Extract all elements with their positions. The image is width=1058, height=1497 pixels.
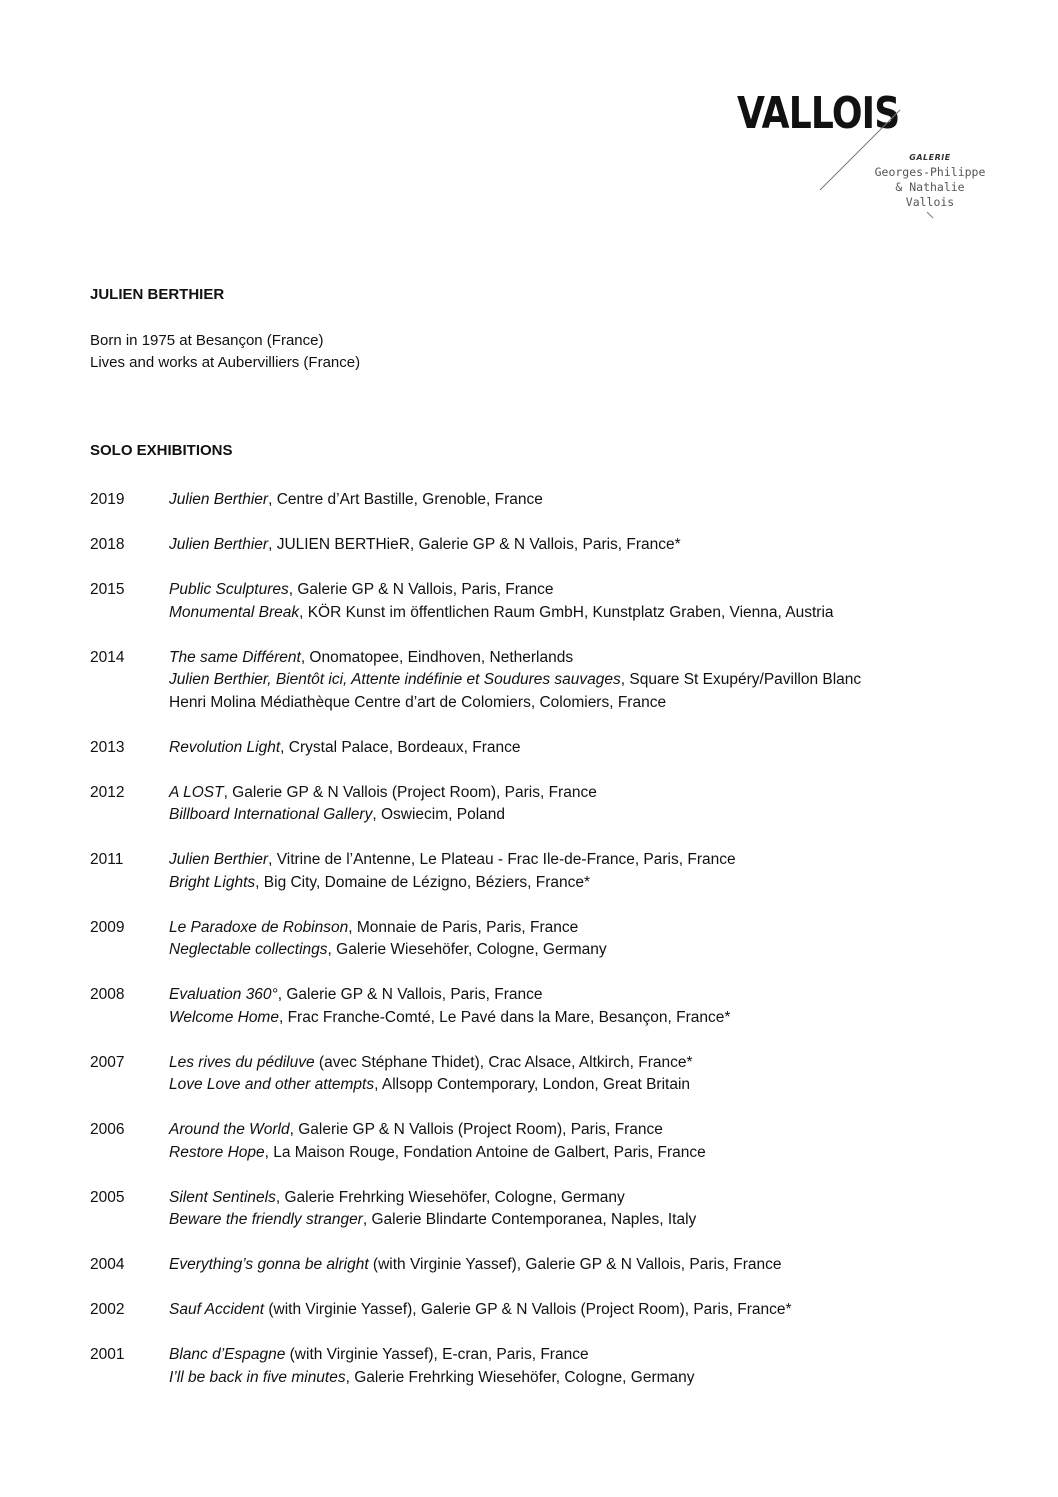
exhibition-title: Sauf Accident (169, 1301, 265, 1318)
exhibition-items (169, 579, 990, 624)
exhibition-year-entry (90, 489, 990, 512)
exhibition-title: Love Love and other attempts (169, 1076, 375, 1093)
exhibition-list (90, 489, 990, 1389)
exhibition-items (169, 1299, 990, 1322)
exhibition-year-entry (90, 647, 990, 715)
exhibition-year-entry (90, 1052, 990, 1097)
exhibition-year-entry (90, 1187, 990, 1232)
exhibition-title: Silent Sentinels (169, 1188, 276, 1206)
exhibition-items (169, 849, 990, 894)
exhibition-year: 2006 (90, 1121, 125, 1138)
logo-wordmark: VALLOIS (737, 88, 900, 139)
exhibition-year: 2019 (90, 491, 125, 508)
exhibition-item (169, 782, 990, 805)
exhibition-venue: , JULIEN BERTHieR, Galerie GP & N Vallois, Paris, France* (268, 536, 681, 553)
exhibition-year: 2014 (90, 648, 125, 666)
exhibition-item (169, 579, 990, 602)
exhibition-venue: , Big City, Domaine de Lézigno, Béziers, France* (255, 873, 591, 891)
exhibition-title: Beware the friendly stranger (169, 1211, 363, 1228)
exhibition-year-entry (90, 579, 990, 624)
exhibition-item (169, 1209, 990, 1232)
exhibition-venue: , Galerie GP & N Vallois (Project Room), Paris, France (289, 1121, 663, 1138)
exhibition-year-entry (90, 849, 990, 894)
exhibition-venue: , Oswiecim, Poland (372, 806, 506, 823)
exhibition-venue: (with Virginie Yassef), Galerie GP & N Vallois (Project Room), Paris, France* (264, 1301, 792, 1318)
exhibition-year: 2012 (90, 783, 125, 801)
exhibition-title: Julien Berthier (169, 851, 269, 868)
exhibition-year-entry (90, 534, 990, 557)
exhibition-title: Around the World (169, 1121, 290, 1138)
exhibition-item (169, 1367, 990, 1390)
exhibition-items (169, 489, 990, 512)
exhibition-venue: , Galerie Wiesehöfer, Cologne, Germany (327, 941, 607, 958)
exhibition-title: Le Paradoxe de Robinson (169, 918, 349, 936)
exhibition-item (169, 669, 990, 692)
logo-line: Georges-Philippe (874, 165, 986, 179)
exhibition-venue: , Allsopp Contemporary, London, Great Britain (374, 1076, 691, 1093)
exhibition-items (169, 1254, 990, 1277)
exhibition-year: 2008 (90, 986, 125, 1003)
exhibition-title: Revolution Light (169, 738, 281, 756)
exhibition-item (169, 1142, 990, 1165)
exhibition-item (169, 1007, 990, 1030)
exhibition-item (169, 692, 990, 715)
exhibition-venue: Henri Molina Médiathèque Centre d’art de Colomiers, Colomiers, France (169, 693, 667, 711)
exhibition-venue: , Vitrine de l’Antenne, Le Plateau - Frac Ile-de-France, Paris, France (268, 851, 736, 868)
exhibition-year-entry (90, 1119, 990, 1164)
artist-name: JULIEN BERTHIER (90, 286, 225, 303)
exhibition-title: Neglectable collectings (169, 941, 328, 958)
exhibition-title: Billboard International Gallery (169, 806, 373, 823)
exhibition-venue: , La Maison Rouge, Fondation Antoine de Galbert, Paris, France (264, 1143, 706, 1161)
exhibition-item (169, 602, 990, 625)
logo-line: Vallois (905, 195, 955, 209)
exhibition-venue: (with Virginie Yassef), E-cran, Paris, France (285, 1346, 589, 1363)
exhibition-title: The same Différent (169, 648, 301, 666)
exhibition-year-entry (90, 1299, 990, 1322)
exhibition-items (169, 1187, 990, 1232)
exhibition-item (169, 647, 990, 670)
exhibition-venue: , Crystal Palace, Bordeaux, France (280, 738, 521, 756)
exhibition-title: Julien Berthier (169, 536, 269, 553)
exhibition-venue: , Square St Exupéry/Pavillon Blanc (620, 671, 862, 688)
exhibition-items (169, 1344, 990, 1389)
exhibition-year-entry (90, 984, 990, 1029)
exhibition-year-entry (90, 1344, 990, 1389)
exhibition-venue: (with Virginie Yassef), Galerie GP & N Vallois, Paris, France (368, 1256, 782, 1273)
bio-line: Born in 1975 at Besançon (France) (90, 332, 324, 349)
exhibition-year: 2011 (90, 851, 124, 868)
exhibition-title: Julien Berthier (169, 491, 269, 508)
logo-galerie-label: GALERIE (909, 153, 951, 162)
exhibition-items (169, 534, 990, 557)
exhibition-year: 2002 (90, 1301, 125, 1318)
exhibition-title: A LOST (169, 783, 224, 801)
exhibition-item (169, 1299, 990, 1322)
exhibition-year: 2013 (90, 738, 125, 756)
exhibition-title: Everything’s gonna be alright (169, 1256, 369, 1273)
exhibition-item (169, 1344, 990, 1367)
exhibition-venue: , Frac Franche-Comté, Le Pavé dans la Mare, Besançon, France* (278, 1008, 731, 1026)
exhibition-items (169, 737, 990, 760)
exhibition-year: 2018 (90, 536, 125, 553)
exhibition-items (169, 647, 990, 715)
exhibition-item (169, 872, 990, 895)
exhibition-venue: , Onomatopee, Eindhoven, Netherlands (300, 648, 574, 666)
exhibition-year: 2005 (90, 1188, 125, 1206)
logo-tick-icon (925, 210, 935, 220)
exhibition-title: Welcome Home (169, 1008, 279, 1026)
exhibition-item (169, 534, 990, 557)
exhibition-venue: , Centre d’Art Bastille, Grenoble, France (268, 491, 543, 508)
exhibition-venue: , Galerie GP & N Vallois, Paris, France (277, 986, 543, 1003)
exhibition-item (169, 804, 990, 827)
exhibition-title: Restore Hope (169, 1143, 265, 1161)
exhibition-title: Monumental Break (169, 603, 300, 621)
logo-subtitle (840, 150, 1020, 220)
exhibition-item (169, 849, 990, 872)
exhibition-venue: (avec Stéphane Thidet), Crac Alsace, Altkirch, France* (314, 1053, 693, 1071)
exhibition-venue: , Galerie Frehrking Wiesehöfer, Cologne, Germany (275, 1188, 625, 1206)
exhibition-items (169, 917, 990, 962)
artist-bio (90, 330, 360, 374)
exhibition-venue: , Galerie Blindarte Contemporanea, Naples, Italy (362, 1211, 697, 1228)
section-title: SOLO EXHIBITIONS (90, 442, 233, 459)
exhibition-venue: , Galerie GP & N Vallois (Project Room), Paris, France (223, 783, 597, 801)
exhibition-item (169, 917, 990, 940)
logo-line: & Nathalie (895, 180, 965, 194)
exhibition-item (169, 737, 990, 760)
exhibition-title: Julien Berthier, Bientôt ici, Attente indéfinie et Soudures sauvages (169, 671, 621, 688)
exhibition-item (169, 939, 990, 962)
exhibition-item (169, 1119, 990, 1142)
bio-line: Lives and works at Aubervilliers (France) (90, 354, 361, 371)
exhibition-items (169, 782, 990, 827)
exhibition-year: 2007 (90, 1053, 125, 1071)
exhibition-item (169, 1052, 990, 1075)
exhibition-year-entry (90, 737, 990, 760)
exhibition-venue: , Galerie Frehrking Wiesehöfer, Cologne, Germany (345, 1368, 695, 1386)
exhibition-items (169, 1052, 990, 1097)
exhibition-title: Bright Lights (169, 873, 256, 891)
exhibition-title: Blanc d’Espagne (169, 1346, 286, 1363)
exhibition-title: I’ll be back in five minutes (169, 1368, 346, 1386)
exhibition-year: 2009 (90, 918, 125, 936)
exhibition-title: Public Sculptures (169, 581, 289, 598)
exhibition-year: 2001 (90, 1346, 125, 1363)
exhibition-item (169, 1254, 990, 1277)
exhibition-venue: , KÖR Kunst im öffentlichen Raum GmbH, Kunstplatz Graben, Vienna, Austria (299, 603, 834, 621)
exhibition-item (169, 1187, 990, 1210)
exhibition-item (169, 1074, 990, 1097)
exhibition-venue: , Monnaie de Paris, Paris, France (348, 918, 579, 936)
exhibition-year: 2004 (90, 1256, 125, 1273)
exhibition-year-entry (90, 782, 990, 827)
exhibition-year: 2015 (90, 581, 125, 598)
exhibition-items (169, 1119, 990, 1164)
exhibition-item (169, 489, 990, 512)
exhibition-item (169, 984, 990, 1007)
exhibition-venue: , Galerie GP & N Vallois, Paris, France (288, 581, 554, 598)
exhibition-items (169, 984, 990, 1029)
exhibition-year-entry (90, 1254, 990, 1277)
exhibition-title: Les rives du pédiluve (169, 1053, 315, 1071)
exhibition-title: Evaluation 360° (169, 986, 278, 1003)
exhibition-year-entry (90, 917, 990, 962)
